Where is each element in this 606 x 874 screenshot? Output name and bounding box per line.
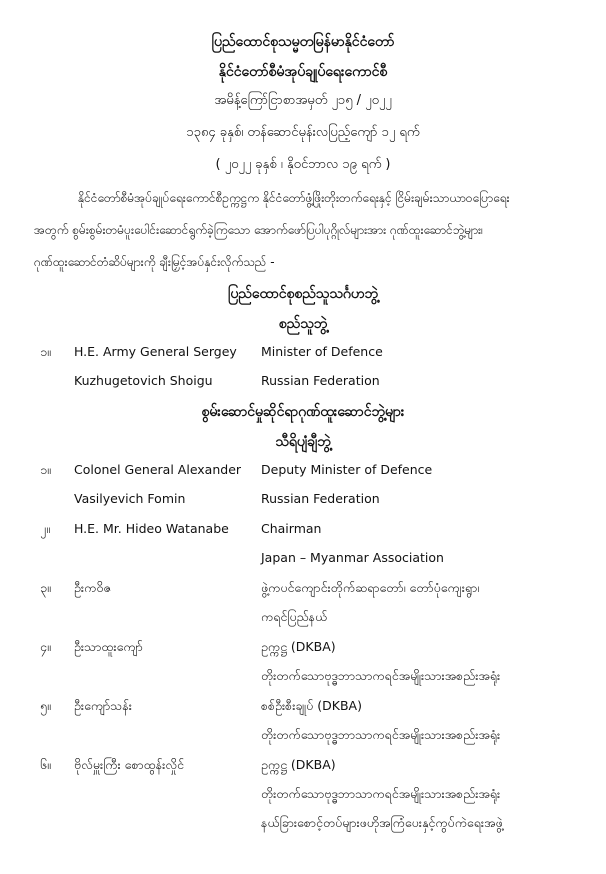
recipient-title: Chairman <box>261 521 322 536</box>
document-title-council: နိုင်ငံတော်စီမံအုပ်ချုပ်ရေးကောင်စီ <box>218 64 388 80</box>
recipient-name-continued: Vasilyevich Fomin <box>74 491 186 506</box>
intro-paragraph-line-1: နိုင်ငံတော်စီမံအုပ်ချုပ်ရေးကောင်စီဥက္ကဋ္ဌက နိုင်ငံတော်ဖွံ့ဖြိုးတိုးတက်ရေးနှင့် ငြိမ်းချမ်းသာယာဝပြောရေး <box>78 191 510 205</box>
recipient-title-continued: တိုးတက်သောဗုဒ္ဓဘာသာကရင်အမျိုးသားအစည်းအရုံး <box>261 727 501 742</box>
gregorian-date-line: ( ၂၀၂၂ ခုနှစ် ၊ နိုဝင်ဘာလ ၁၉ ရက် ) <box>215 157 391 172</box>
recipient-title: Minister of Defence <box>261 344 383 359</box>
recipient-title-continued: နယ်ခြားစောင့်တပ်များဖဟိုအကြံပေးနှင့်ကွပ်ကဲရေးအဖွဲ့ <box>261 815 503 830</box>
section2-heading: စွမ်းဆောင်မှုဆိုင်ရာဂုဏ်ထူးဆောင်ဘွဲ့များ <box>201 404 405 420</box>
recipient-name: ဦးကျော်သန်း <box>74 698 132 713</box>
recipient-title: စစ်ဦးစီးချုပ် (DKBA) <box>261 698 362 713</box>
recipient-title: ဥက္ကဋ္ဌ (DKBA) <box>261 639 336 654</box>
recipient-title: ဥက္ကဋ္ဌ (DKBA) <box>261 757 336 772</box>
recipient-title-continued: Russian Federation <box>261 491 380 506</box>
entry-number: ၁။ <box>40 344 51 359</box>
entry-number: ၄။ <box>40 639 51 654</box>
recipient-name: ဗိုလ်မှူးကြီး စောထွန်းလှိုင် <box>74 757 184 772</box>
myanmar-date-line: ၁၃၈၄ ခုနှစ်၊ တန်ဆောင်မုန်းလပြည့်ကျော် ၁၂ ရက် <box>186 125 420 140</box>
recipient-name: Colonel General Alexander <box>74 462 242 477</box>
recipient-name-continued: Kuzhugetovich Shoigu <box>74 373 213 388</box>
recipient-name: ဦးသာထူးကျော် <box>74 639 143 654</box>
entry-number: ၂။ <box>40 521 50 536</box>
recipient-title-continued: Russian Federation <box>261 373 380 388</box>
recipient-title-continued: Japan – Myanmar Association <box>261 550 444 565</box>
recipient-name: H.E. Army General Sergey <box>74 344 237 359</box>
section1-heading: ပြည်ထောင်စုစည်သူသင်္ဂဟဘွဲ့ <box>227 286 379 302</box>
intro-paragraph-line-3: ဂုဏ်ထူးဆောင်တံဆိပ်များကို ချီးမြှင့်အပ်နှင်းလိုက်သည် - <box>34 255 275 269</box>
document-title-country: ပြည်ထောင်စုသမ္မတမြန်မာနိုင်ငံတော် <box>211 34 395 50</box>
recipient-title-continued: ကရင်ပြည်နယ် <box>261 609 328 624</box>
entry-number: ၁။ <box>40 462 51 477</box>
recipient-name: ဦးကဝိဇ <box>74 580 111 595</box>
recipient-name: H.E. Mr. Hideo Watanabe <box>74 521 229 536</box>
recipient-title: ဖွဲ့ကပင်ကျောင်းတိုက်ဆရာတော်၊ တော်ပုံကျေးရွာ၊ <box>261 580 480 595</box>
recipient-title-continued: တိုးတက်သောဗုဒ္ဓဘာသာကရင်အမျိုးသားအစည်းအရုံး <box>261 668 501 683</box>
order-number-line: အမိန့်ကြော်ငြာစာအမှတ် ၂၁၅ / ၂၀၂၂ <box>214 93 392 108</box>
entry-number: ၆။ <box>40 757 51 772</box>
entry-number: ၅။ <box>40 698 51 713</box>
intro-paragraph-line-2: အတွက် စွမ်းစွမ်းတမံပူးပေါင်းဆောင်ရွက်ခဲ့ကြသော အောက်ဖော်ပြပါပုဂ္ဂိုလ်များအား ဂုဏ်ထူးဆောင်ဘွဲ့များ၊ <box>34 223 483 237</box>
recipient-title: Deputy Minister of Defence <box>261 462 433 477</box>
entry-number: ၃။ <box>40 580 51 595</box>
recipient-title-continued: တိုးတက်သောဗုဒ္ဓဘာသာကရင်အမျိုးသားအစည်းအရုံး <box>261 786 501 801</box>
section1-subheading: စည်သူဘွဲ့ <box>278 316 328 332</box>
section2-subheading: သီရိပျံချီဘွဲ့ <box>275 434 331 450</box>
